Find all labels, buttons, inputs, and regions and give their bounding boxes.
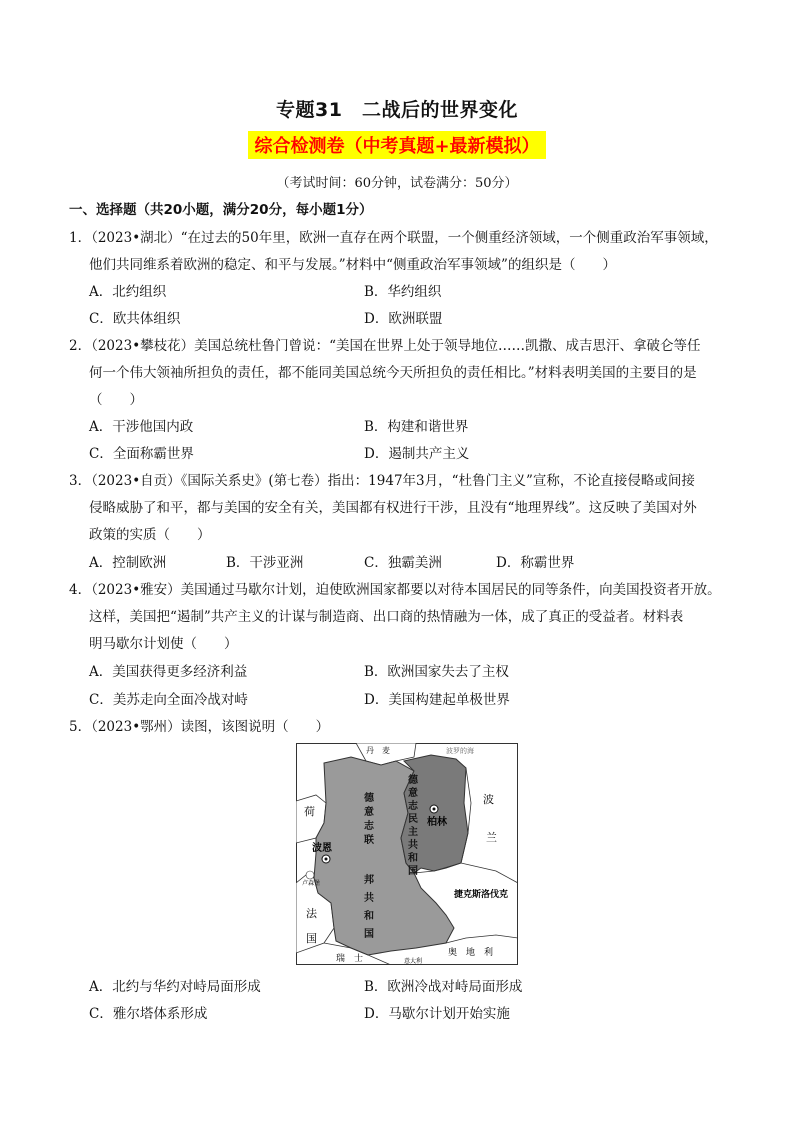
q2-line-1: 2．（2023•攀枝花）美国总统杜鲁门曾说：“美国在世界上处于领导地位……凯撒、成吉思汗、拿破仑等任 [69,338,701,354]
label-france-1: 法 [306,907,317,920]
subtitle-wrap [0,131,794,159]
gdr-char: 志 [408,801,418,812]
bonn-dot-icon [325,858,328,861]
label-france-2: 国 [306,932,317,945]
label-czech: 捷克斯洛伐克 [454,890,509,900]
q2-option-b: B．构建和谐世界 [364,419,469,435]
q4-option-a: A．美国获得更多经济利益 [89,664,248,680]
q2-option-d: D．遏制共产主义 [364,446,470,462]
gdr-char: 共 [408,840,418,851]
label-luxembourg: 卢森堡 [302,880,321,887]
q1-option-b: B．华约组织 [364,284,442,300]
label-netherlands: 荷 [304,805,315,818]
label-berlin: 柏林 [427,817,447,828]
germany-division-map [296,743,518,965]
label-austria: 奥 地 利 [448,948,494,958]
page-title: 专题31 二战后的世界变化 [276,99,518,121]
gdr-char: 民 [408,814,418,825]
q1-line-2: 他们共同维系着欧洲的稳定、和平与发展。”材料中“侧重政治军事领域”的组织是（ ） [89,257,616,273]
q4-line-1: 4．（2023•雅安）美国通过马歇尔计划，迫使欧洲国家都要以对待本国居民的同等条件，向美国投资者开放。 [69,582,721,598]
q2-line-2: 何一个伟大领袖所担负的责任，都不能同美国总统今天所担负的责任相比。”材料表明美国的主要目的是 [89,365,697,381]
q4-option-c: C．美苏走向全面冷战对峙 [89,692,248,708]
frg-char: 共 [364,893,374,904]
frg-char: 联 [364,835,374,846]
gdr-char: 国 [408,866,418,877]
gdr-char: 意 [408,788,418,799]
q5-line-1: 5．（2023•鄂州）读图，该图说明（ ） [69,719,330,735]
q1-option-d: D．欧洲联盟 [364,311,443,327]
frg-char: 德 [364,793,374,804]
frg-char: 国 [364,929,374,940]
label-poland-2: 兰 [486,831,497,844]
q5-option-b: B．欧洲冷战对峙局面形成 [364,979,523,995]
label-denmark: 丹 麦 [366,746,390,755]
label-italy: 意大利 [404,958,423,965]
exam-subtitle: 综合检测卷（中考真题+最新模拟） [248,131,545,159]
section-heading: 一、选择题（共20小题，满分20分，每小题1分） [69,202,373,218]
berlin-dot-icon [433,808,436,811]
q3-option-a: A．控制欧洲 [89,555,167,571]
q4-option-d: D．美国构建起单极世界 [364,692,510,708]
q3-option-c: C．独霸美洲 [364,555,442,571]
q3-line-1: 3．（2023•自贡）《国际关系史》(第七卷）指出：1947年3月，“杜鲁门主义”宣称，不论直接侵略或间接 [69,473,695,489]
q1-line-1: 1．（2023•湖北）“在过去的50年里，欧洲一直存在两个联盟，一个侧重经济领域，一个侧重政治军事领域， [69,230,718,246]
exam-info: （考试时间：60分钟，试卷满分：50分） [276,176,518,191]
q2-option-c: C．全面称霸世界 [89,446,194,462]
q5-option-c: C．雅尔塔体系形成 [89,1006,208,1022]
q4-line-2: 这样，美国把“遏制”共产主义的计谋与制造商、出口商的热情融为一体，成了真正的受益者。材料表 [89,609,684,625]
label-switzerland: 瑞 士 [336,954,364,964]
q5-option-a: A．北约与华约对峙局面形成 [89,979,261,995]
q3-line-2: 侵略威胁了和平，都与美国的安全有关，美国都有权进行干涉，且没有“地理界线”。这反映了美国对外 [89,500,697,516]
q4-line-3: 明马歇尔计划使（ ） [89,636,238,652]
q3-line-3: 政策的实质（ ） [89,527,211,543]
luxembourg-region [306,871,314,879]
frg-char: 和 [364,911,374,922]
q2-line-3: （ ） [89,392,143,408]
q2-option-a: A．干涉他国内政 [89,419,194,435]
frg-char: 志 [364,821,374,832]
label-baltic: 波罗的海 [446,747,474,755]
gdr-char: 德 [408,775,418,786]
q1-option-c: C．欧共体组织 [89,311,181,327]
gdr-char: 和 [408,853,418,864]
q4-option-b: B．欧洲国家失去了主权 [364,664,509,680]
frg-char: 邦 [364,875,374,886]
label-bonn: 波恩 [312,843,332,854]
frg-char: 意 [364,807,374,818]
q1-option-a: A．北约组织 [89,284,167,300]
label-poland-1: 波 [483,793,494,806]
q3-option-b: B．干涉亚洲 [226,555,304,571]
q3-option-d: D．称霸世界 [496,555,575,571]
q5-option-d: D．马歇尔计划开始实施 [364,1006,510,1022]
gdr-char: 主 [408,827,418,838]
